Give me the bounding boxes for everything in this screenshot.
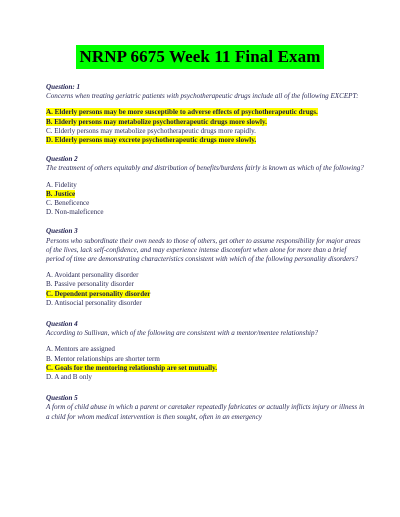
option-c: C. Beneficence <box>46 199 90 208</box>
option-a: A. Mentors are assigned <box>46 345 115 354</box>
option-b: B. Elderly persons may metabolize psychotherapeutic drugs more slowly. <box>46 117 267 126</box>
question-block <box>46 394 366 422</box>
option-d: D. Non-maleficence <box>46 208 104 217</box>
question-block <box>46 155 366 217</box>
question-label: Question 3 <box>46 227 78 236</box>
question-block <box>46 83 366 145</box>
question-block <box>46 227 366 308</box>
option-d: D. Antisocial personality disorder <box>46 298 142 307</box>
option-a: A. Elderly persons may be more susceptible to adverse effects of psychotherapeutic drugs. <box>46 108 318 117</box>
questions-content <box>46 83 366 429</box>
question-block <box>46 320 366 382</box>
option-b: B. Justice <box>46 189 76 198</box>
question-text: According to Sullivan, which of the following are consistent with a mentor/mentee relationship? <box>46 329 319 338</box>
question-text: A form of child abuse in which a parent or caretaker repeatedly fabricates or actually inflicts injury or illness in a child for whom medical intervention is then sought, often in an emergency <box>46 403 365 421</box>
option-d: D. A and B only <box>46 373 92 382</box>
question-label: Question 2 <box>46 155 78 164</box>
option-d: D. Elderly persons may excrete psychotherapeutic drugs more slowly. <box>46 136 257 145</box>
question-label: Question 4 <box>46 320 78 329</box>
option-c: C. Goals for the mentoring relationship are set mutually. <box>46 363 218 372</box>
option-b: B. Mentor relationships are shorter term <box>46 354 160 363</box>
question-text: Persons who subordinate their own needs to those of others, get other to assume responsibility for major areas of the lives, lack self-confidence, and may experience intense discomfort when alone for more than a brief period of time are demonstrating characteristics consistent with which of the following personality disorders? <box>46 236 361 264</box>
question-label: Question 5 <box>46 394 78 403</box>
question-text: Concerns when treating geriatric patients with psychotherapeutic drugs include all of the following EXCEPT: <box>46 92 359 101</box>
title-wrap <box>0 45 400 69</box>
option-c: C. Elderly persons may metabolize psychotherapeutic drugs more rapidly. <box>46 126 256 135</box>
option-c: C. Dependent personality disorder <box>46 289 151 298</box>
option-b: B. Passive personality disorder <box>46 280 134 289</box>
option-a: A. Fidelity <box>46 180 77 189</box>
question-label: Question: 1 <box>46 83 81 91</box>
option-a: A. Avoidant personality disorder <box>46 271 139 280</box>
document-title: NRNP 6675 Week 11 Final Exam <box>76 45 325 69</box>
question-text: The treatment of others equitably and distribution of benefits/burdens fairly is known as which of the following? <box>46 164 364 173</box>
